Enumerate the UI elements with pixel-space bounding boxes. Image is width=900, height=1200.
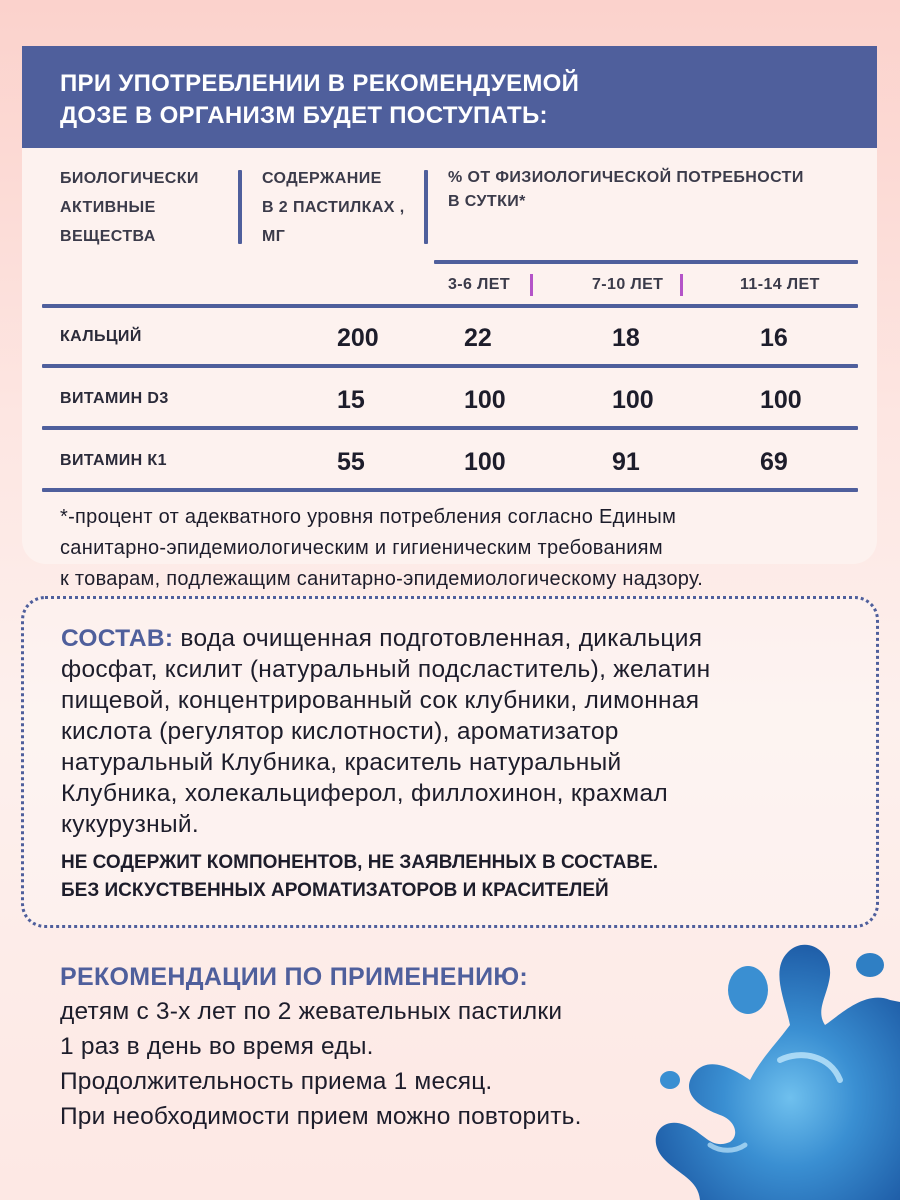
percent-header-underline — [434, 260, 858, 264]
nutrition-card — [22, 46, 877, 590]
splash-droplet — [660, 1071, 680, 1089]
row-content-value: 200 — [337, 324, 379, 352]
age-group-label: 7-10 ЛЕТ — [592, 276, 664, 293]
row-percent-value: 69 — [760, 448, 788, 476]
row-percent-value: 100 — [464, 386, 506, 414]
row-divider — [42, 488, 858, 492]
age-group-label: 3-6 ЛЕТ — [448, 276, 511, 293]
splash-droplet — [728, 966, 768, 1014]
row-content-value: 55 — [337, 448, 365, 476]
row-divider — [42, 426, 858, 430]
card-header — [22, 46, 877, 148]
splash-decoration — [640, 930, 900, 1200]
nutrition-table — [22, 148, 877, 590]
row-name: КАЛЬЦИЙ — [60, 328, 142, 345]
composition-box — [21, 596, 879, 928]
row-percent-value: 16 — [760, 324, 788, 352]
row-percent-value: 100 — [464, 448, 506, 476]
composition-text: вода очищенная подготовленная, дикальция фосфат, ксилит (натуральный подсластитель), желатин пищевой, концентрированный сок клубники, лимонная кислота (регулятор кислотности), ароматизатор натуральный Клубника, краситель натуральный Клубника, холекальциферол, филлохинон, крахмал кукурузный. — [61, 625, 711, 838]
row-content-value: 15 — [337, 386, 365, 414]
recommendations-text: детям с 3-х лет по 2 жевательных пастилки 1 раз в день во время еды. Продолжительность приема 1 месяц. При необходимости прием можно повторить. — [60, 998, 582, 1130]
recommendations-section — [60, 960, 700, 1134]
row-percent-value: 91 — [612, 448, 640, 476]
row-percent-value: 22 — [464, 324, 492, 352]
age-group-tick — [530, 274, 533, 296]
row-name: ВИТАМИН D3 — [60, 390, 169, 407]
composition-note: НЕ СОДЕРЖИТ КОМПОНЕНТОВ, НЕ ЗАЯВЛЕННЫХ В СОСТАВЕ. БЕЗ ИСКУСТВЕННЫХ АРОМАТИЗАТОРОВ И КРАСИТЕЛЕЙ — [61, 852, 659, 901]
col-divider — [238, 170, 242, 244]
row-divider — [42, 364, 858, 368]
table-footnote: *-процент от адекватного уровня потребления согласно Единым санитарно-эпидемиологическим и гигиеническим требованиям к товарам, подлежащим санитарно-эпидемиологическому надзору. — [60, 506, 704, 590]
row-percent-value: 18 — [612, 324, 640, 352]
card-title: ПРИ УПОТРЕБЛЕНИИ В РЕКОМЕНДУЕМОЙ ДОЗЕ В ОРГАНИЗМ БУДЕТ ПОСТУПАТЬ: — [60, 70, 580, 129]
composition-heading: СОСТАВ: — [61, 625, 174, 652]
recommendations-heading: РЕКОМЕНДАЦИИ ПО ПРИМЕНЕНИЮ: — [60, 963, 529, 991]
splash-droplet — [856, 953, 884, 977]
row-percent-value: 100 — [760, 386, 802, 414]
age-group-label: 11-14 ЛЕТ — [740, 276, 820, 293]
col-header-substance: БИОЛОГИЧЕСКИ АКТИВНЫЕ ВЕЩЕСТВА — [60, 170, 199, 245]
row-percent-value: 100 — [612, 386, 654, 414]
splash-shape — [656, 945, 900, 1200]
age-group-tick — [680, 274, 683, 296]
composition-text-block — [61, 623, 851, 840]
col-divider — [424, 170, 428, 244]
col-header-percent: % ОТ ФИЗИОЛОГИЧЕСКОЙ ПОТРЕБНОСТИ В СУТКИ* — [448, 169, 804, 210]
col-header-content: СОДЕРЖАНИЕ В 2 ПАСТИЛКАХ , МГ — [262, 170, 405, 245]
table-header-divider — [42, 304, 858, 308]
row-name: ВИТАМИН К1 — [60, 452, 167, 469]
